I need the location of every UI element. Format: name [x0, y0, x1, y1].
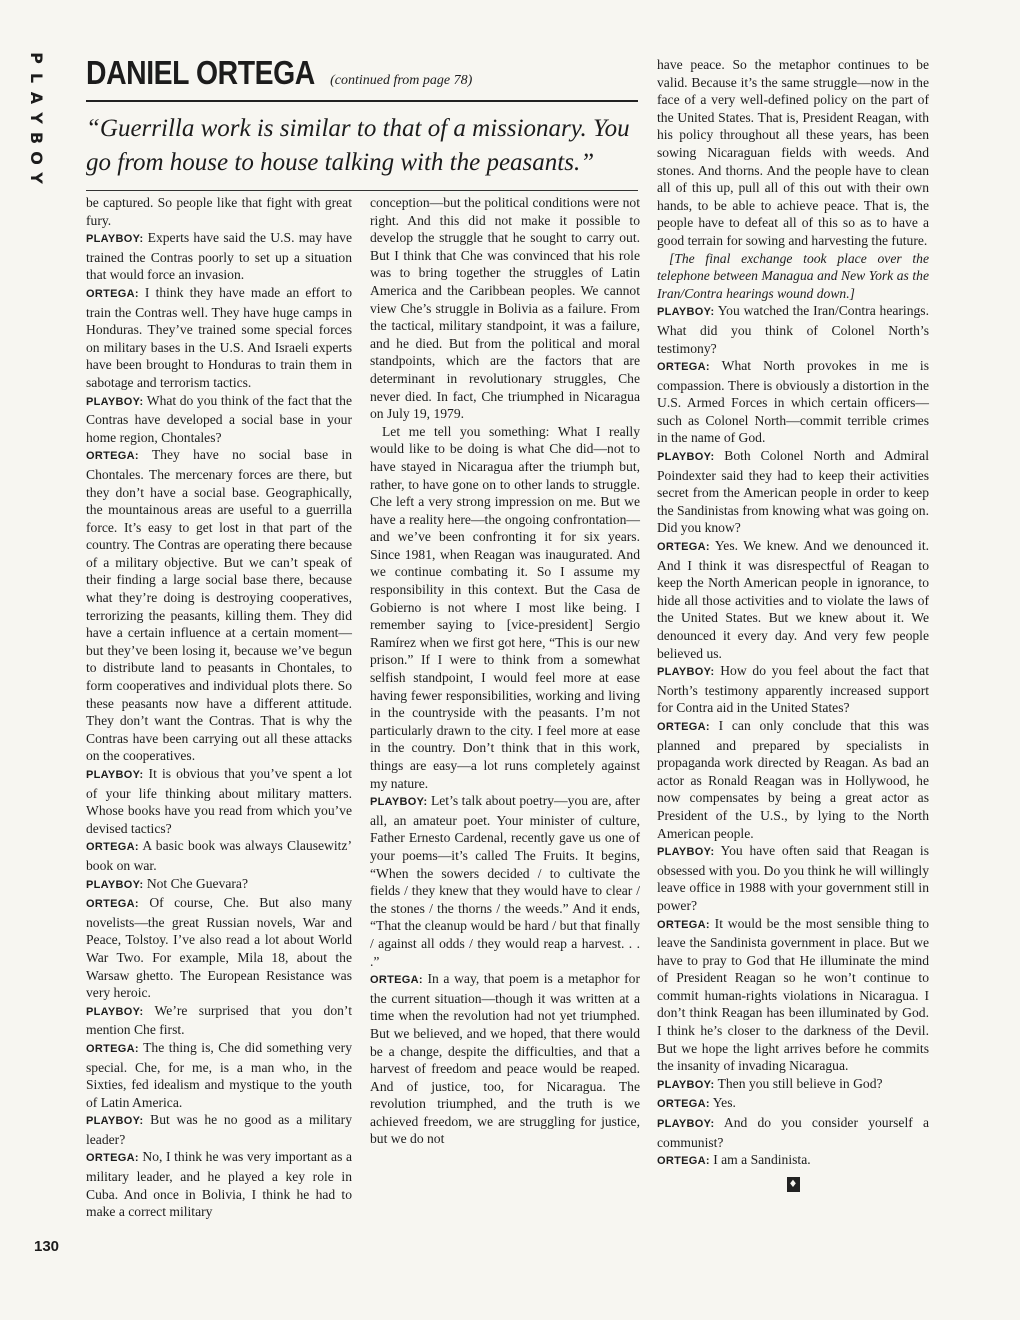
paragraph-text: Experts have said the U.S. may have trained the Contras poorly to set up a situation that would force an invasion.	[86, 230, 352, 283]
speaker-label: ORTEGA:	[657, 541, 710, 554]
paragraph: conception—but the political conditions were not right. And this did not make it possible to develop the struggle that he sought to carry out. But I think that Che was convinced that his role was to bring together the struggles of Latin America and the Caribbean peoples. We cannot view Che’s struggle in Bolivia as a failure. From the tactical, military standpoint, it was a failure, and he died. But from the political and moral standpoints, which are the factors that are determinant in revolutionary struggles, Che never died. In fact, Che triumphed in Nicaragua on July 19, 1979.	[370, 195, 640, 422]
speaker-label: PLAYBOY:	[86, 1115, 144, 1128]
paragraph	[657, 357, 929, 447]
paragraph	[370, 792, 640, 970]
paragraph-text: Yes. We knew. And we denounced it. And I think it was disrespectful of Reagan to keep the North American people in ignorance, to hide all those activities and to violate the laws of the United States. But we knew about it. We denounced it every day. And very few people believed us.	[657, 538, 929, 661]
paragraph-text: You have often said that Reagan is obsessed with you. Do you think he will willingly leave office in 1988 with your government still in power?	[657, 843, 929, 913]
paragraph-text: Both Colonel North and Admiral Poindexter said they had to keep their activities secret from the American people in order to keep the Sandinistas from knowing what was going on. Did you know?	[657, 448, 929, 536]
paragraph-text: We’re surprised that you don’t mention Che first.	[86, 1002, 352, 1038]
speaker-label: ORTEGA:	[86, 1042, 139, 1055]
speaker-label: PLAYBOY:	[657, 1118, 715, 1131]
speaker-label: ORTEGA:	[86, 898, 139, 911]
paragraph-text: The thing is, Che did something very special. Che, for me, is a man who, in the Sixties, fed idealism and mystique to the youth of Latin America.	[86, 1039, 352, 1110]
speaker-label: ORTEGA:	[86, 1152, 139, 1165]
speaker-label: PLAYBOY:	[657, 306, 715, 319]
paragraph-text: You watched the Iran/Contra hearings. What did you think of Colonel North’s testimony?	[657, 303, 929, 356]
paragraph	[657, 842, 929, 914]
paragraph-text: They have no social base in Chontales. The mercenary forces are there, but they don’t have a social base. Geographically, the mountainous areas are useful to a guerrilla force. It’s easy to get lost in that part of the country. The Contras are operating there because of a military objective. But we can’t speak of their finding a large social base there, because what they’re doing is destroying cooperatives, terrorizing the peasants, killing them. They did have a certain influence at a certain moment—but they’ve been losing it, because we’ve begun to distribute land to peasants in Chontales, to form cooperatives and individual plots there. So these peasants now have a different attitude. They don’t want the Contras. That is why the Contras have been carrying out all these attacks on the cooperatives.	[86, 447, 352, 764]
paragraph	[657, 1094, 929, 1114]
paragraph	[86, 1039, 352, 1111]
paragraph: Let me tell you something: What I really would like to be doing is what Che did—not to have stayed in Nicaragua after the triumph but, rather, to have gone on to other lands to struggle. Che left a very strong impression on me. But we have a reality here—the ongoing confrontation—and we’ve been confronting it for six years. Since 1981, when Reagan was inaugurated. And we continue combating it. So I assume my responsibility in this context. But the Casa de Gobierno is not where I most like being. I remember saying to [vice-president] Sergio Ramírez when we first got here, “This is our new prison.” If I were to think from a somewhat selfish standpoint, I would feel more at ease having fewer responsibilities, working and living in the countryside with the peasants. I’m not particularly drawn to the city. I feel more at ease in the country. Don’t think that in this work, things are easy—a lot runs completely against my nature.	[370, 423, 640, 791]
speaker-label: ORTEGA:	[86, 841, 139, 854]
speaker-label: PLAYBOY:	[86, 233, 144, 246]
page-number: 130	[34, 1238, 60, 1255]
paragraph	[657, 537, 929, 662]
paragraph-text: It would be the most sensible thing to leave the Sandinista government in place. But we have to pray to God that He illuminate the mind of President Reagan so he won’t continue to commit human-rights violations in Nicaragua. I don’t think Reagan has been illuminated by God. I think he’s closer to the darkness of the Devil. But we hope the light arrives before he commits the insanity of invading Nicaragua.	[657, 915, 929, 1074]
speaker-label: PLAYBOY:	[657, 846, 715, 859]
speaker-label: PLAYBOY:	[657, 451, 715, 464]
paragraph	[86, 765, 352, 837]
side-letter: Y	[27, 112, 46, 124]
speaker-label: PLAYBOY:	[657, 666, 715, 679]
end-mark-row	[657, 1171, 929, 1192]
paragraph	[86, 446, 352, 765]
paragraph	[657, 915, 929, 1075]
side-letter: A	[27, 91, 46, 105]
pull-quote: “Guerrilla work is similar to that of a missionary. You go from house to house talking with the peasants.”	[86, 112, 638, 191]
speaker-label: ORTEGA:	[370, 974, 423, 987]
paragraph	[86, 284, 352, 392]
paragraph	[657, 1151, 929, 1171]
article-title: DANIEL ORTEGA	[86, 54, 315, 91]
paragraph	[86, 837, 352, 874]
paragraph	[657, 717, 929, 842]
paragraph-text: How do you feel about the fact that North’s testimony apparently increased support for Contra aid in the United States?	[657, 663, 929, 716]
editorial-note: [The final exchange took place over the telephone between Managua and New York as the Iran/Contra hearings wound down.]	[657, 250, 929, 301]
text-column-2	[370, 194, 640, 1148]
paragraph-text: I am a Sandinista.	[709, 1152, 811, 1168]
paragraph-text: And do you consider yourself a communist?	[657, 1115, 929, 1150]
speaker-label: ORTEGA:	[657, 1155, 710, 1168]
paragraph	[86, 1002, 352, 1039]
rabbit-logo-icon: ♦	[787, 1177, 800, 1192]
paragraph-text: It is obvious that you’ve spent a lot of your life thinking about military matters. Whose books have you read from which you’ve devised tactics?	[86, 766, 352, 836]
paragraph	[657, 1114, 929, 1151]
paragraph-text: Then you still believe in God?	[714, 1075, 883, 1091]
side-letter: O	[27, 151, 46, 165]
speaker-label: PLAYBOY:	[657, 1078, 715, 1091]
speaker-label: ORTEGA:	[657, 720, 710, 733]
paragraph-text: A basic book was always Clausewitz’ book on war.	[86, 838, 352, 873]
side-letter: B	[27, 131, 46, 145]
paragraph	[86, 875, 352, 895]
paragraph-text: Not Che Guevara?	[143, 875, 248, 891]
speaker-label: PLAYBOY:	[86, 395, 144, 408]
paragraph-text: I think they have made an effort to train the Contras well. They have huge camps in Honduras. They’ve trained some special forces on military bases in the U.S. And Israeli experts have been brought to Honduras to train them in sabotage and terrorism tactics.	[86, 284, 352, 390]
paragraph	[86, 392, 352, 447]
paragraph	[86, 894, 352, 1002]
side-letter: L	[27, 72, 46, 84]
paragraph	[370, 970, 640, 1148]
paragraph	[657, 302, 929, 357]
article-header	[86, 54, 638, 191]
paragraph	[86, 1148, 352, 1220]
paragraph-text: No, I think he was very important as a military leader, and he played a key role in Cuba. And once in Bolivia, I think he had to make a correct military	[86, 1149, 352, 1220]
speaker-label: ORTEGA:	[657, 361, 710, 374]
paragraph-text: I can only conclude that this was planned and prepared by specialists in propaganda work directed by Reagan. As bad an actor as Ronald Reagan was in Hollywood, he now compensates by being a great actor as President of the U.S., by lying to the North American people.	[657, 717, 929, 841]
paragraph	[657, 662, 929, 717]
speaker-label: ORTEGA:	[657, 918, 710, 931]
speaker-label: PLAYBOY:	[370, 796, 428, 809]
continued-note: (continued from page 78)	[330, 73, 473, 88]
side-letter: Y	[27, 172, 46, 184]
paragraph	[657, 1075, 929, 1095]
paragraph-text: Of course, Che. But also many novelists—the great Russian novels, War and Peace, Tolstoy. I’ve also read a lot about World War Two. For example, Mila 18, about the Warsaw ghetto. The European Resistance was very heroic.	[86, 895, 352, 1001]
paragraph	[86, 1111, 352, 1148]
text-column-1	[86, 194, 352, 1221]
paragraph: have peace. So the metaphor continues to be valid. Because it’s the same struggle—now in the face of a very well-defined policy on the part of the United States. That is, President Reagan, with his policy throughout all these years, has been sowing Nicaraguan fields with weeds. And stones. And thorns. And the people have to clean all of this up, pull all of this out with their own hands, to be able to achieve peace. That is, the people have to defeat all of this so as to have a good terrain for sowing and harvesting the future.	[657, 57, 929, 248]
speaker-label: ORTEGA:	[86, 450, 139, 463]
title-row	[86, 54, 638, 102]
speaker-label: PLAYBOY:	[86, 769, 144, 781]
paragraph-text: But was he no good as a military leader?	[86, 1112, 352, 1147]
speaker-label: PLAYBOY:	[86, 1005, 144, 1018]
paragraph-text: What North provokes in me is compassion. There is obviously a distortion in the U.S. Armed Forces in which certain officers—such as Colonel North—commit terrible crimes in the name of God.	[657, 358, 929, 446]
paragraph	[657, 447, 929, 537]
paragraph	[86, 229, 352, 284]
speaker-label: ORTEGA:	[86, 287, 139, 300]
speaker-label: ORTEGA:	[657, 1098, 710, 1111]
paragraph-text: What do you think of the fact that the Contras have developed a social base in your home region, Chontales?	[86, 392, 352, 445]
paragraph-text: In a way, that poem is a metaphor for the current situation—though it was written at a time when the revolution had not yet triumphed. But we believed, and we hoped, that there would be a change, despite the difficulties, and that a harvest of freedom and peace would be reaped. And of justice, too, for Nicaragua. The revolution triumphed, and the truth is we achieved freedom, we are struggling for justice, but we do not	[370, 971, 640, 1147]
paragraph-text: Let’s talk about poetry—you are, after all, an amateur poet. Your minister of culture, Father Ernesto Cardenal, recently gave us one of your poems—it’s called The Fruits. It begins, “When the sowers decided / to cultivate the fields / they knew that they would have to clear / the stones / the thorns / the weeds.” And it ends, “That the cleanup would be hard / but that finally / against all odds / they would reap a harvest. . . .”	[370, 793, 640, 969]
text-column-3	[657, 56, 929, 1192]
speaker-label: PLAYBOY:	[86, 878, 144, 891]
magazine-vertical-title	[22, 48, 50, 188]
paragraph: be captured. So people like that fight with great fury.	[86, 195, 352, 228]
paragraph-text: Yes.	[709, 1095, 736, 1111]
side-letter: P	[27, 52, 46, 64]
